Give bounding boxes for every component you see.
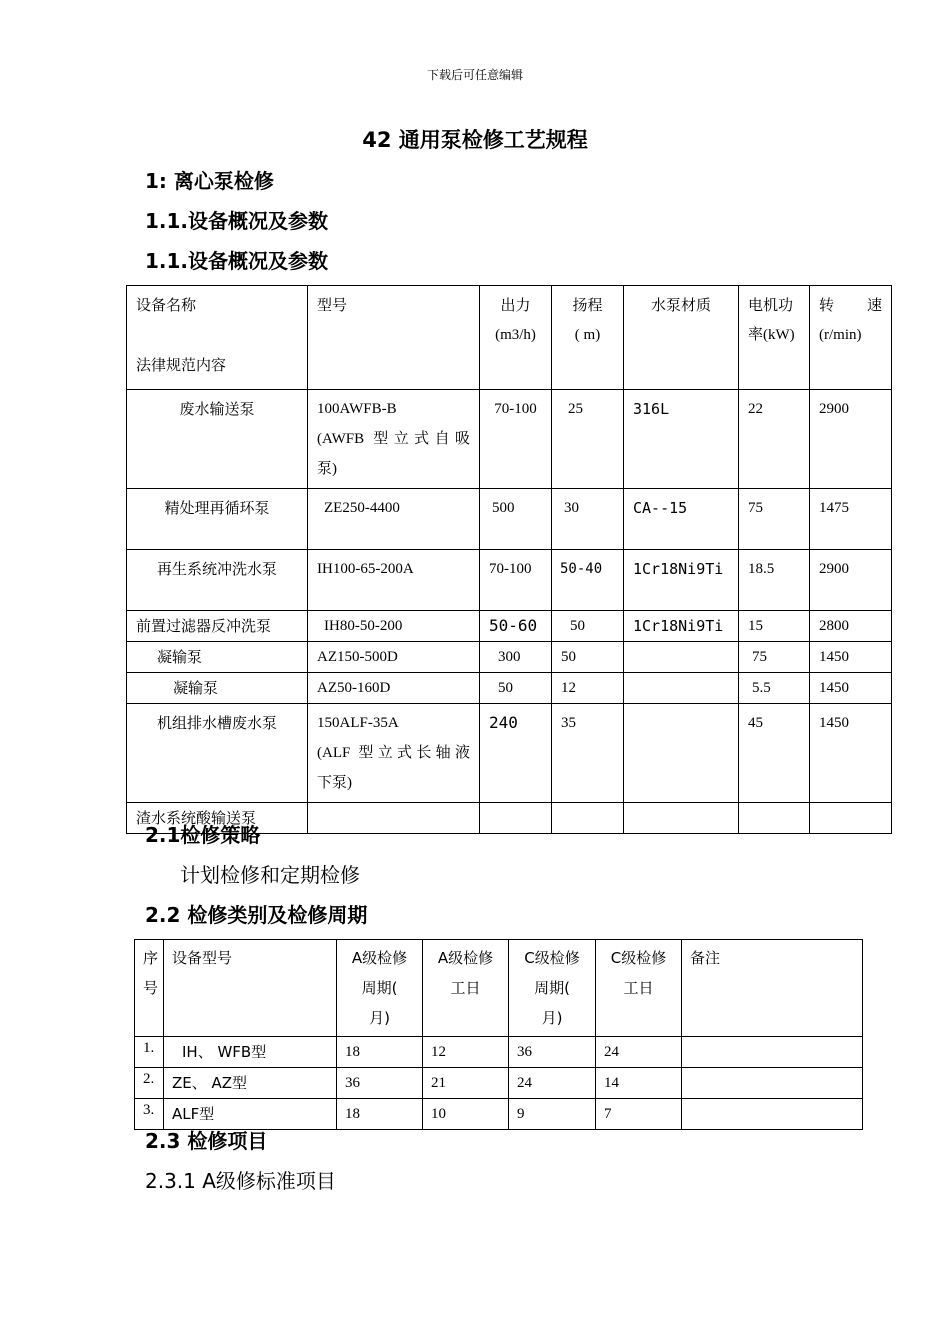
cell-head: 25 [552,390,624,489]
heading-1: 1: 离心泵检修 [145,169,274,193]
cell-material: 1Cr18Ni9Ti [624,611,739,642]
cycle-table [134,939,863,1130]
header-flow [480,286,552,390]
cell-material [624,803,739,834]
cell-name: 渣水系统酸输送泵 [127,803,308,834]
cycle-header-c-days [596,940,682,1037]
cell-model: IH100-65-200A [308,550,480,611]
cycle-header-a-cycle [337,940,423,1037]
cell-head: 30 [552,489,624,550]
cycle-cell-note [682,1099,863,1130]
cell-name: 再生系统冲洗水泵 [127,550,308,611]
cell-power: 45 [739,704,810,803]
table-row [127,673,892,704]
cycle-header-a-days-1: A级检修 [437,949,494,967]
cell-speed: 1475 [810,489,892,550]
cell-model: ZE250-4400 [308,489,480,550]
cell-model: IH80-50-200 [308,611,480,642]
cell-model: AZ150-500D [308,642,480,673]
cell-model [308,704,480,803]
cell-name: 凝输泵 [127,673,308,704]
cycle-header-c-cycle [509,940,596,1037]
cycle-header-row [135,940,863,1037]
cycle-cell-c-cycle: 9 [509,1099,596,1130]
paragraph-2-1: 计划检修和定期检修 [180,863,360,887]
cycle-header-a-cycle-1: A级检修 [351,949,408,967]
header-power-1: 电机功 [748,296,794,314]
header-power-2: 率(kW) [748,327,795,343]
header-head-2: ( m) [574,327,601,343]
cell-model-line1: 100AWFB-B [317,401,397,417]
cycle-header-c-days-2: 工日 [623,979,654,997]
cell-head: 50 [552,611,624,642]
cycle-header-c-cycle-1: C级检修 [524,949,580,967]
table-row [127,704,892,803]
cell-speed: 2900 [810,550,892,611]
header-note: 下载后可任意编辑 [426,68,523,82]
cycle-cell-model: ZE、 AZ型 [164,1068,337,1099]
heading-2-3: 2.3 检修项目 [145,1129,268,1153]
cycle-cell-a-cycle: 36 [337,1068,423,1099]
cycle-cell-c-cycle: 36 [509,1037,596,1068]
cell-power: 75 [739,642,810,673]
cycle-header-c-cycle-3: 月) [541,1009,563,1027]
cell-model-line3: 泵) [317,461,337,477]
cell-model-line2: (ALF 型立式长轴液 [317,745,470,761]
cycle-header-note: 备注 [682,940,863,1037]
cycle-cell-no: 1. [135,1037,164,1068]
cell-material [624,642,739,673]
heading-2-1: 2.1检修策略 [145,823,261,847]
heading-1-1-a: 1.1.设备概况及参数 [145,209,329,233]
cycle-cell-no: 3. [135,1099,164,1130]
cell-speed: 1450 [810,704,892,803]
cycle-cell-model: IH、 WFB型 [164,1037,337,1068]
cycle-cell-c-days: 7 [596,1099,682,1130]
cell-material: CA--15 [624,489,739,550]
cell-speed: 1450 [810,673,892,704]
cell-model [308,803,480,834]
cell-power: 5.5 [739,673,810,704]
equipment-table [126,285,892,834]
cell-name: 废水输送泵 [127,390,308,489]
cycle-header-a-cycle-3: 月) [369,1009,390,1027]
cycle-row [135,1037,863,1068]
cell-material [624,704,739,803]
cycle-cell-a-cycle: 18 [337,1099,423,1130]
cell-flow: 240 [480,704,552,803]
cell-head: 12 [552,673,624,704]
header-speed-1a: 转 [819,296,835,314]
header-speed [810,286,892,390]
cycle-header-a-days [423,940,509,1037]
cell-head: 50-40 [552,550,624,611]
cell-flow: 70-100 [480,390,552,489]
header-speed-1b: 速 [866,296,882,314]
cycle-header-no [135,940,164,1037]
cell-name: 机组排水槽废水泵 [127,704,308,803]
cell-name: 精处理再循环泵 [127,489,308,550]
heading-2-2: 2.2 检修类别及检修周期 [145,903,368,927]
cell-model-line1: 150ALF-35A [317,715,399,731]
table-row [127,642,892,673]
cell-material [624,673,739,704]
cell-flow: 300 [480,642,552,673]
table-row [127,611,892,642]
cell-name: 凝输泵 [127,642,308,673]
header-head [552,286,624,390]
cell-speed: 2900 [810,390,892,489]
document-title: 42 通用泵检修工艺规程 [362,128,588,152]
cell-flow: 500 [480,489,552,550]
cell-speed: 2800 [810,611,892,642]
header-name-label: 设备名称 [136,296,197,314]
cycle-cell-c-days: 14 [596,1068,682,1099]
header-name-spacer [136,320,298,350]
cell-flow: 50 [480,673,552,704]
header-material: 水泵材质 [624,286,739,390]
header-power [739,286,810,390]
cell-power: 75 [739,489,810,550]
cycle-cell-a-days: 12 [423,1037,509,1068]
cell-material: 316L [624,390,739,489]
heading-2-3-1: 2.3.1 A级修标准项目 [145,1169,336,1193]
cycle-cell-c-days: 24 [596,1037,682,1068]
cell-material: 1Cr18Ni9Ti [624,550,739,611]
cell-model: AZ50-160D [308,673,480,704]
table-row [127,550,892,611]
cell-power [739,803,810,834]
cell-model [308,390,480,489]
cycle-cell-c-cycle: 24 [509,1068,596,1099]
header-flow-1: 出力 [500,296,531,314]
cell-name: 前置过滤器反冲洗泵 [127,611,308,642]
cycle-cell-a-days: 10 [423,1099,509,1130]
cycle-cell-no: 2. [135,1068,164,1099]
cell-speed [810,803,892,834]
cycle-cell-model: ALF型 [164,1099,337,1130]
cycle-header-a-days-2: 工日 [450,979,481,997]
header-name [127,286,308,390]
cycle-header-a-cycle-2: 周期( [361,979,398,997]
cell-head: 50 [552,642,624,673]
table-row [127,390,892,489]
cycle-cell-a-days: 21 [423,1068,509,1099]
cell-speed: 1450 [810,642,892,673]
cycle-header-model: 设备型号 [164,940,337,1037]
cell-head: 35 [552,704,624,803]
table-header-row [127,286,892,390]
cycle-header-c-days-1: C级检修 [610,949,667,967]
heading-1-1-b: 1.1.设备概况及参数 [145,249,329,273]
table-row [127,489,892,550]
header-model: 型号 [308,286,480,390]
cell-power: 18.5 [739,550,810,611]
cell-power: 15 [739,611,810,642]
header-head-1: 扬程 [572,296,603,314]
cell-model-line2: (AWFB 型立式自吸 [317,431,470,447]
cell-head [552,803,624,834]
cycle-header-no-2: 号 [143,979,159,997]
cell-model-line3: 下泵) [317,775,352,791]
cycle-cell-a-cycle: 18 [337,1037,423,1068]
header-speed-1 [819,290,882,320]
header-speed-2: (r/min) [819,327,862,343]
header-flow-2: (m3/h) [495,327,536,343]
cycle-cell-note [682,1037,863,1068]
cell-power: 22 [739,390,810,489]
header-name-sub: 法律规范内容 [136,356,227,374]
cell-flow: 50-60 [480,611,552,642]
cycle-cell-note [682,1068,863,1099]
cell-flow: 70-100 [480,550,552,611]
cycle-row [135,1068,863,1099]
cell-flow [480,803,552,834]
cycle-header-c-cycle-2: 周期( [534,979,570,997]
cycle-header-no-1: 序 [143,949,159,967]
